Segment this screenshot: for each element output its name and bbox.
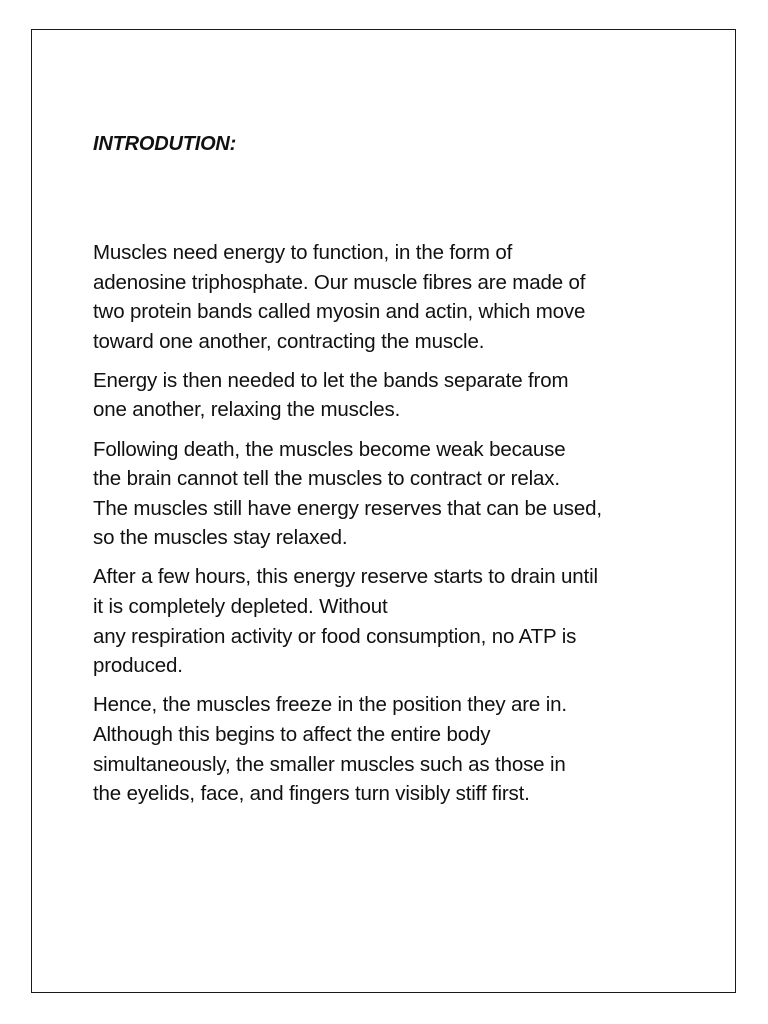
text-line: the eyelids, face, and fingers turn visibly stiff first. (93, 782, 530, 806)
text-line: simultaneously, the smaller muscles such as those in (93, 752, 566, 776)
text-line: Muscles need energy to function, in the form of (93, 241, 513, 264)
paragraph (93, 690, 693, 808)
body-text (93, 238, 693, 818)
text-line: two protein bands called myosin and actin, which move (93, 300, 586, 324)
text-line: the brain cannot tell the muscles to contract or relax. (93, 467, 560, 491)
text-line: Following death, the muscles become weak because (93, 437, 566, 461)
text-line: so the muscles stay relaxed. (93, 526, 348, 550)
text-line: it is completely depleted. Without (93, 595, 388, 619)
text-line: Hence, the muscles freeze in the position they are in. (93, 693, 567, 717)
text-line: produced. (93, 654, 183, 678)
text-line: toward one another, contracting the muscle. (93, 329, 485, 353)
text-line: Energy is then needed to let the bands separate from (93, 368, 569, 392)
text-line: Although this begins to affect the entire body (93, 722, 491, 746)
paragraph (93, 238, 693, 356)
section-heading: INTRODUTION: (93, 133, 237, 155)
paragraph (93, 366, 693, 425)
text-line: After a few hours, this energy reserve starts to drain until (93, 565, 598, 589)
paragraph (93, 435, 693, 553)
paragraph (93, 562, 693, 680)
text-line: one another, relaxing the muscles. (93, 398, 401, 422)
text-line: adenosine triphosphate. Our muscle fibres are made of (93, 270, 586, 294)
text-line: any respiration activity or food consumption, no ATP is (93, 624, 577, 648)
text-line: The muscles still have energy reserves that can be used, (93, 496, 602, 520)
